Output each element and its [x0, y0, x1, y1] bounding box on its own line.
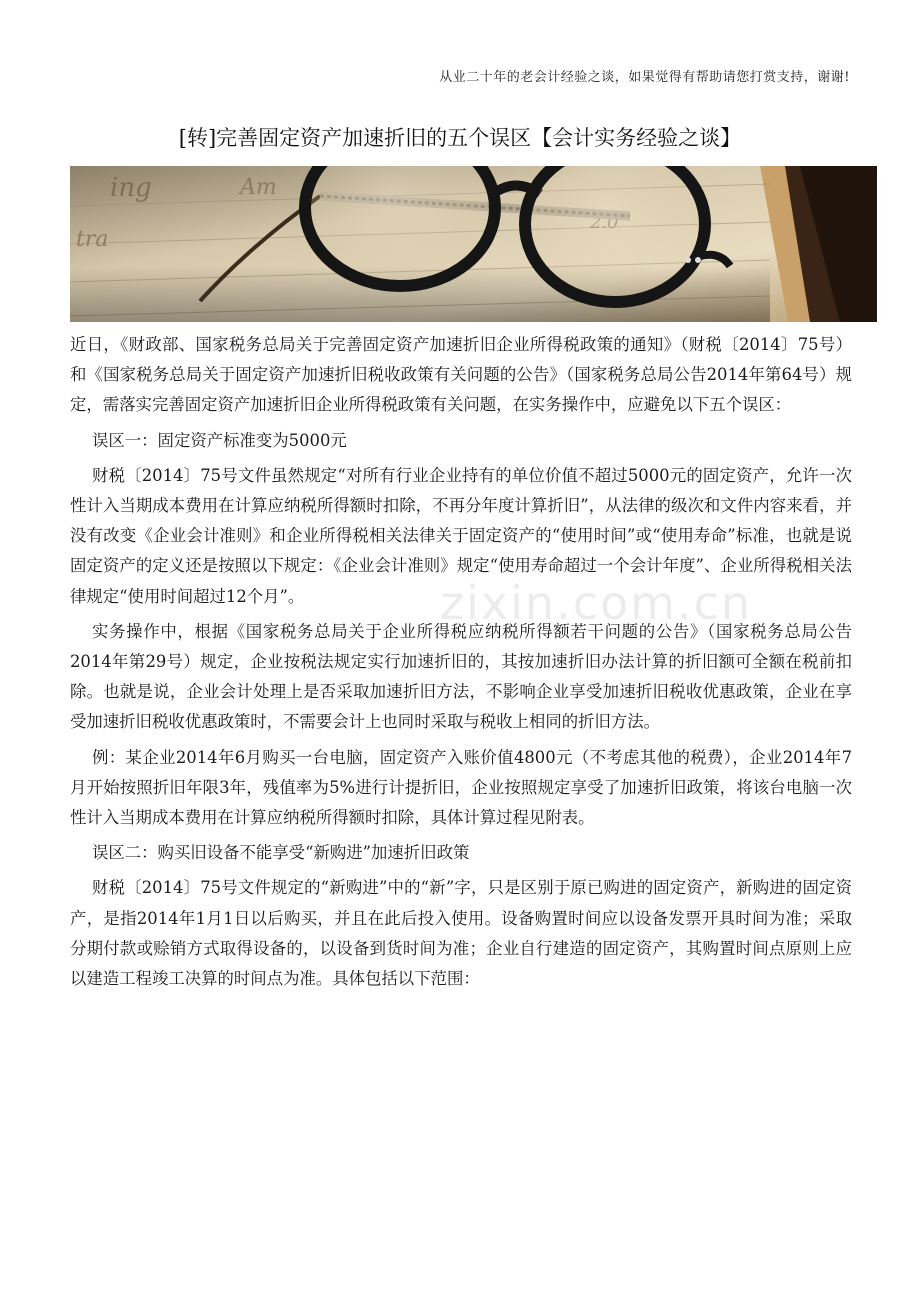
section-heading-2: 误区二：购买旧设备不能享受“新购进”加速折旧政策: [92, 843, 470, 863]
paragraph-intro: 近日，《财政部、国家税务总局关于完善固定资产加速折旧企业所得税政策的通知》（财税〔2014〕75号）和《国家税务总局关于固定资产加速折旧税收政策有关问题的公告》（国家税务总局公告2014年第64号）规定，需落实完善固定资产加速折旧企业所得税政策有关问题，在实务操作中，应避免以下五个误区：: [70, 335, 852, 415]
paragraph: 财税〔2014〕75号文件虽然规定“对所有行业企业持有的单位价值不超过5000元的固定资产，允许一次性计入当期成本费用在计算应纳税所得额时扣除，不再分年度计算折旧”，从法律的级次和文件内容来看，并没有改变《企业会计准则》和企业所得税相关法律关于固定资产的“使用时间”或“使用寿命”标准，也就是说固定资产的定义还是按照以下规定：《企业会计准则》规定“使用寿命超过一个会计年度”、企业所得税相关法律规定“使用时间超过12个月”。: [70, 465, 852, 606]
header-note: 从业二十年的老会计经验之谈，如果觉得有帮助请您打赏支持，谢谢!: [439, 70, 850, 85]
paper-script-1: ing: [110, 173, 152, 203]
page-title: [转]完善固定资产加速折旧的五个误区【会计实务经验之谈】: [178, 126, 742, 150]
paragraph-example: 例：某企业2014年6月购买一台电脑，固定资产入账价值4800元（不考虑其他的税费），企业2014年7月开始按照折旧年限3年，残值率为5%进行计提折旧，企业按照规定享受了加速折旧政策，将该台电脑一次性计入当期成本费用在计算应纳税所得额时扣除，具体计算过程见附表。: [70, 747, 852, 828]
paragraph: 实务操作中，根据《国家税务总局关于企业所得税应纳税所得额若干问题的公告》（国家税务总局公告2014年第29号）规定，企业按税法规定实行加速折旧的，其按加速折旧办法计算的折旧额可全额在税前扣除。也就是说，企业会计处理上是否采取加速折旧方法，不影响企业享受加速折旧税收优惠政策，企业在享受加速折旧税收优惠政策时，不需要会计上也同时采取与税收上相同的折旧方法。: [70, 621, 852, 732]
section-heading-1: 误区一：固定资产标准变为5000元: [92, 430, 347, 450]
paper-script-2: Am: [240, 175, 277, 200]
paragraph: 财税〔2014〕75号文件规定的“新购进”中的“新”字，只是区别于原已购进的固定资产，新购进的固定资产，是指2014年1月1日以后购买，并且在此后投入使用。设备购置时间应以设备发票开具时间为准；采取分期付款或赊销方式取得设备的，以设备到货时间为准；企业自行建造的固定资产，其购置时间点原则上应以建造工程竣工决算的时间点为准。具体包括以下范围：: [70, 878, 852, 989]
paper-script-3: tra: [76, 227, 109, 252]
banner-image: [70, 166, 877, 322]
article-body: [70, 330, 852, 999]
watermark: zixin.com.cn: [440, 576, 753, 630]
